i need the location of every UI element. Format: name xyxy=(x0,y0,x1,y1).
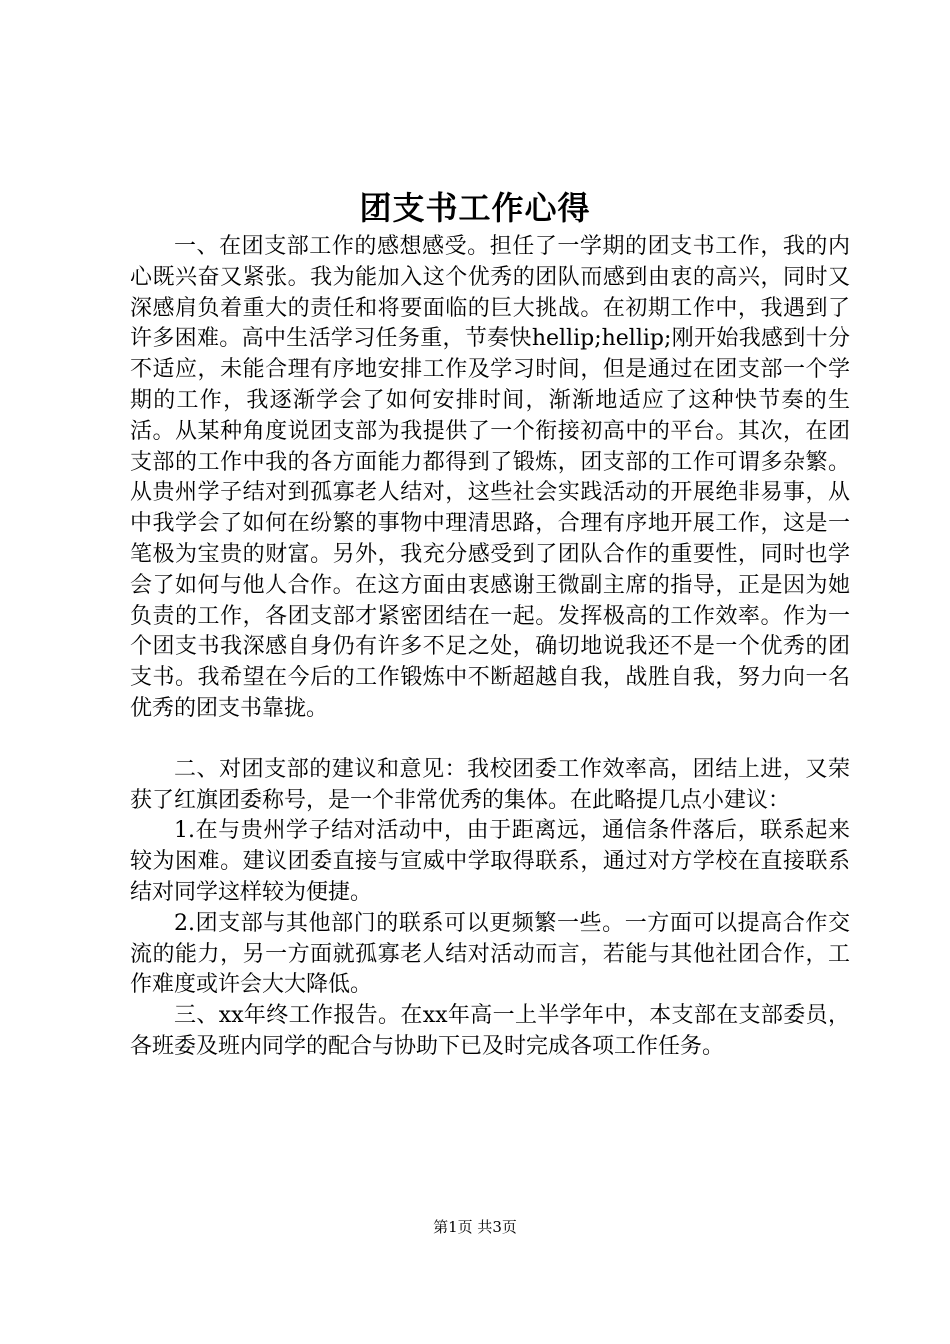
page-number-footer: 第1页 共3页 xyxy=(433,1218,517,1236)
paragraph-5: 三、xx年终工作报告。在xx年高一上半学年中，本支部在支部委员，各班委及班内同学的配合与协助下已及时完成各项工作任务。 xyxy=(130,1003,850,1059)
paragraph-4: 2.团支部与其他部门的联系可以更频繁一些。一方面可以提高合作交流的能力，另一方面就孤寡老人结对活动而言，若能与其他社团合作，工作难度或许会大大降低。 xyxy=(130,910,850,998)
paragraph-2: 二、对团支部的建议和意见：我校团委工作效率高，团结上进，又荣获了红旗团委称号，是一个非常优秀的集体。在此略提几点小建议： xyxy=(130,756,850,813)
document-body xyxy=(130,232,850,1063)
paragraph-1: 一、在团支部工作的感想感受。担任了一学期的团支书工作，我的内心既兴奋又紧张。我为能加入这个优秀的团队而感到由衷的高兴，同时又深感肩负着重大的责任和将要面临的巨大挑战。在初期工作中，我遇到了许多困难。高中生活学习任务重，节奏快hellip;hellip;刚开始我感到十分不适应，未能合理有序地安排工作及学习时间，但是通过在团支部一个学期的工作，我逐渐学会了如何安排时间，渐渐地适应了这种快节奏的生活。从某种角度说团支部为我提供了一个衔接初高中的平台。其次，在团支部的工作中我的各方面能力都得到了锻炼，团支部的工作可谓多杂繁。从贵州学子结对到孤寡老人结对，这些社会实践活动的开展绝非易事，从中我学会了如何在纷繁的事物中理清思路，合理有序地开展工作，这是一笔极为宝贵的财富。另外，我充分感受到了团队合作的重要性，同时也学会了如何与他人合作。在这方面由衷感谢王微副主席的指导，正是因为她负责的工作，各团支部才紧密团结在一起。发挥极高的工作效率。作为一个团支书我深感自身仍有许多不足之处，确切地说我还不是一个优秀的团支书。我希望在今后的工作锻炼中不断超越自我，战胜自我，努力向一名优秀的团支书靠拢。 xyxy=(130,234,850,721)
document-title: 团支书工作心得 xyxy=(359,189,591,227)
paragraph-3: 1.在与贵州学子结对活动中，由于距离远，通信条件落后，联系起来较为困难。建议团委直接与宣威中学取得联系，通过对方学校在直接联系结对同学这样较为便捷。 xyxy=(130,818,850,905)
